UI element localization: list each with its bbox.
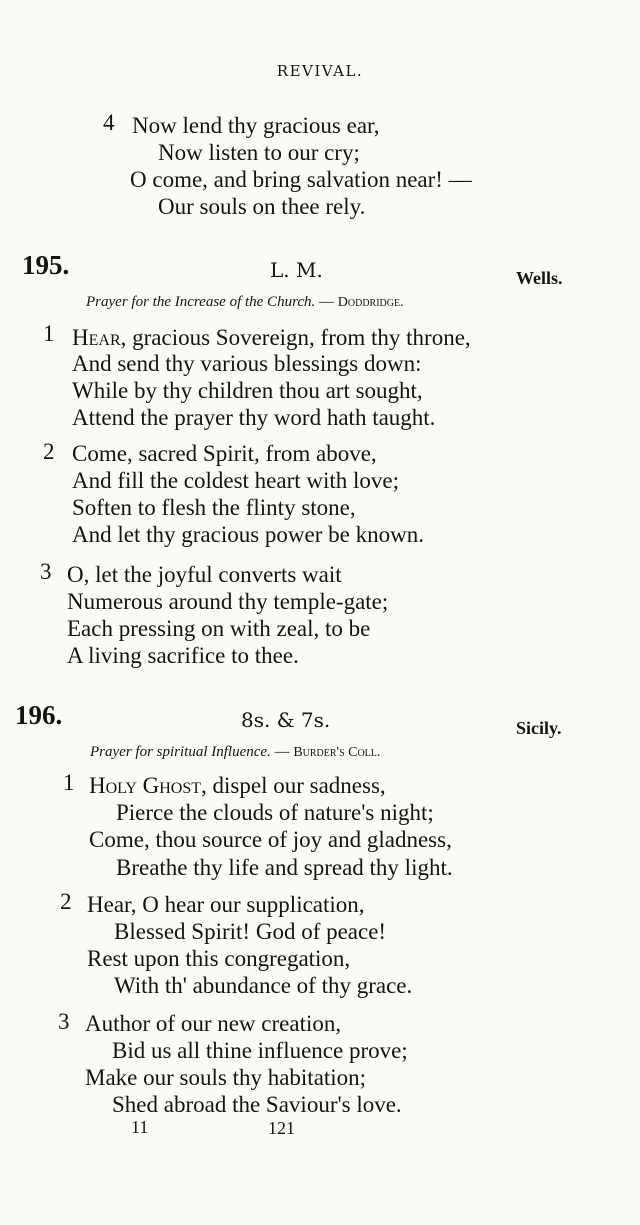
- meter: L. M.: [270, 258, 323, 282]
- verse-line: Attend the prayer thy word hath taught.: [72, 405, 436, 430]
- verse-number: 2: [43, 439, 55, 464]
- hymn-source: [86, 294, 404, 311]
- page-number: 121: [268, 1118, 295, 1138]
- running-head: REVIVAL.: [276, 62, 364, 80]
- source-dash: —: [315, 294, 338, 310]
- verse-line: Rest upon this congregation,: [87, 946, 351, 971]
- verse-line: Shed abroad the Saviour's love.: [112, 1092, 402, 1117]
- verse-line: Pierce the clouds of nature's night;: [116, 800, 434, 825]
- verse-line: Bid us all thine influence prove;: [112, 1038, 408, 1063]
- verse-number: 1: [43, 321, 55, 346]
- source-title: Prayer for spiritual Influence.: [90, 744, 271, 760]
- signature-mark: 11: [131, 1117, 149, 1137]
- first-line-rest: gracious Sovereign, from thy throne,: [126, 325, 471, 350]
- first-word: Holy Ghost,: [89, 773, 207, 798]
- verse-line: Blessed Spirit! God of peace!: [114, 919, 387, 944]
- verse-line: Come, sacred Spirit, from above,: [72, 441, 377, 466]
- source-title: Prayer for the Increase of the Church.: [86, 294, 316, 310]
- verse-line: Soften to flesh the flinty stone,: [72, 495, 356, 520]
- verse-line: Now listen to our cry;: [158, 140, 360, 165]
- verse-line: Author of our new creation,: [85, 1011, 342, 1036]
- verse-number: 3: [40, 559, 52, 584]
- verse-line: Our souls on thee rely.: [158, 194, 366, 219]
- verse-line: Hear, O hear our supplication,: [87, 892, 365, 917]
- verse-line: While by thy children thou art sought,: [72, 378, 423, 403]
- hymn-number: 196.: [15, 700, 63, 730]
- verse-number: 3: [58, 1009, 70, 1034]
- verse-number: 1: [63, 770, 75, 795]
- verse-line: And send thy various blessings down:: [72, 351, 422, 376]
- verse-line: O come, and bring salvation near! —: [130, 167, 472, 192]
- verse-line: [89, 774, 386, 797]
- verse-line: And fill the coldest heart with love;: [72, 468, 400, 493]
- verse-number: 4: [103, 110, 115, 135]
- verse-line: Now lend thy gracious ear,: [132, 113, 380, 138]
- verse-line: Come, thou source of joy and gladness,: [89, 827, 452, 852]
- verse-line: Make our souls thy habitation;: [85, 1065, 367, 1090]
- meter: 8s. & 7s.: [241, 708, 331, 732]
- verse-line: And let thy gracious power be known.: [72, 522, 424, 547]
- verse-line: Breathe thy life and spread thy light.: [116, 855, 453, 880]
- verse-line: A living sacrifice to thee.: [67, 643, 299, 668]
- source-author: Doddridge.: [337, 295, 404, 310]
- tune-name: Wells.: [516, 268, 563, 288]
- verse-line: [72, 326, 471, 349]
- source-dash: —: [270, 744, 294, 760]
- hymn-number: 195.: [22, 250, 70, 280]
- verse-line: With th' abundance of thy grace.: [114, 973, 413, 998]
- first-word: Hear,: [72, 325, 127, 350]
- hymn-source: [90, 744, 380, 761]
- verse-line: O, let the joyful converts wait: [67, 562, 342, 587]
- first-line-rest: dispel our sadness,: [206, 773, 386, 798]
- verse-number: 2: [60, 889, 72, 914]
- source-author: Burder's Coll.: [293, 745, 381, 760]
- verse-line: Numerous around thy temple-gate;: [67, 589, 389, 614]
- tune-name: Sicily.: [516, 718, 562, 738]
- verse-line: Each pressing on with zeal, to be: [67, 616, 371, 641]
